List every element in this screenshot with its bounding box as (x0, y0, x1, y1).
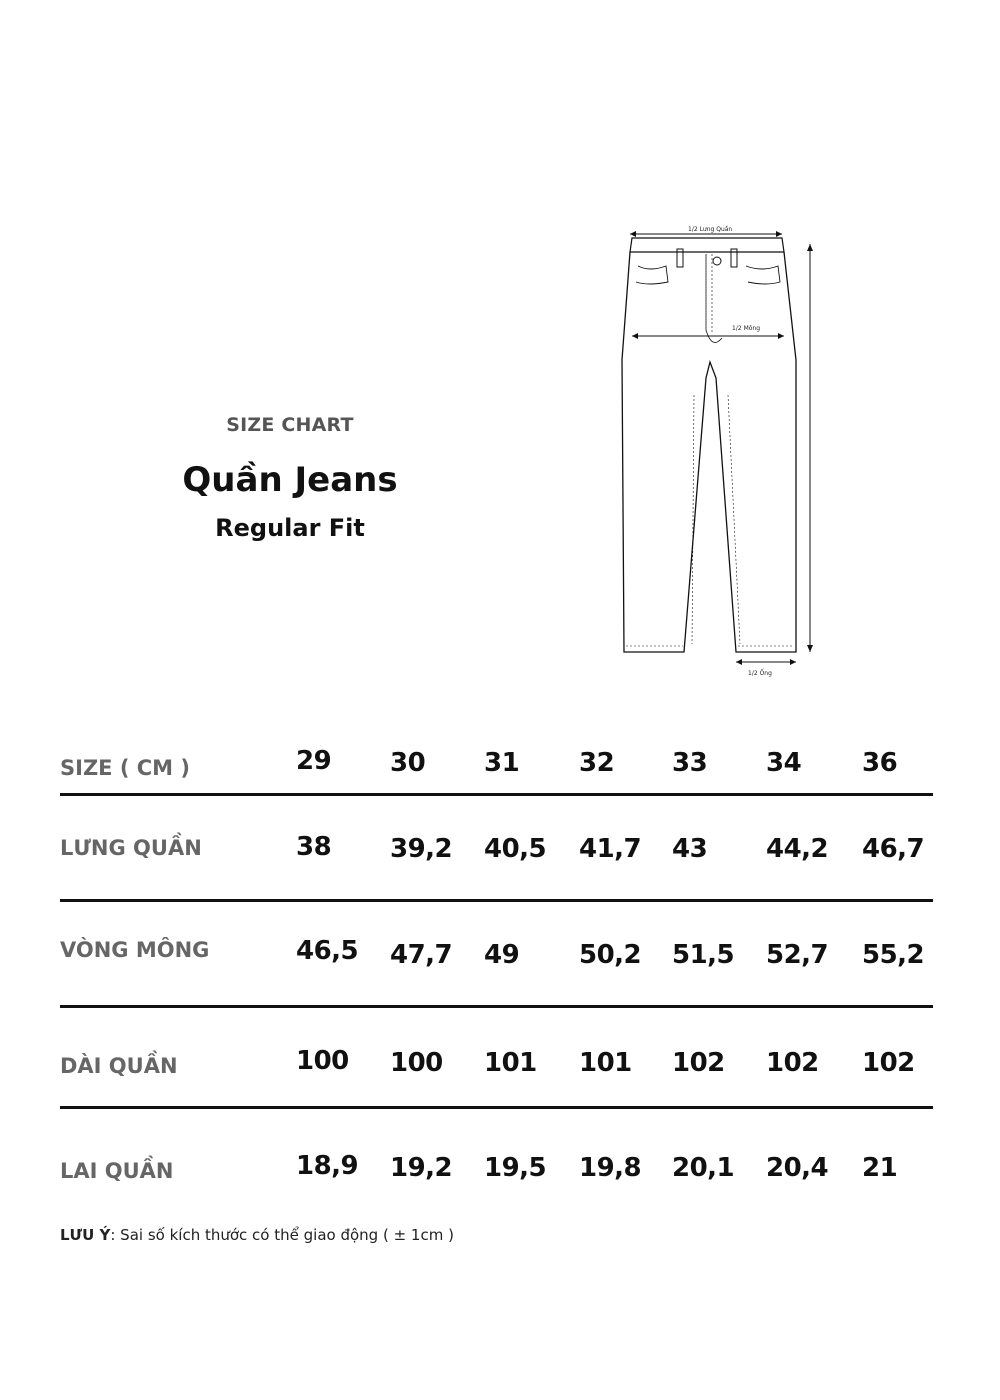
table-cell: 41,7 (579, 834, 642, 864)
size-chart-eyebrow: SIZE CHART (226, 414, 354, 436)
table-cell: 50,2 (579, 940, 642, 970)
table-cell: 18,9 (296, 1151, 359, 1181)
table-row (60, 902, 933, 1008)
row-label: VÒNG MÔNG (60, 938, 210, 962)
table-cell: 19,2 (390, 1153, 453, 1183)
table-cell: 100 (390, 1048, 443, 1078)
size-header-cell: 33 (672, 748, 708, 778)
table-cell: 19,8 (579, 1153, 642, 1183)
table-cell: 43 (672, 834, 708, 864)
waist-measure-label: 1/2 Lưng Quần (688, 226, 733, 233)
size-table (60, 740, 933, 1209)
table-header-row (60, 740, 933, 796)
table-row (60, 1109, 933, 1209)
table-cell: 101 (484, 1048, 537, 1078)
table-cell: 46,7 (862, 834, 925, 864)
table-cell: 102 (862, 1048, 915, 1078)
table-cell: 51,5 (672, 940, 735, 970)
table-cell: 19,5 (484, 1153, 547, 1183)
table-row (60, 796, 933, 902)
table-cell: 39,2 (390, 834, 453, 864)
page-title: Quần Jeans (182, 460, 398, 500)
table-cell: 38 (296, 832, 332, 862)
table-cell: 47,7 (390, 940, 453, 970)
table-cell: 21 (862, 1153, 898, 1183)
hip-measure-label: 1/2 Mông (732, 325, 761, 332)
table-cell: 49 (484, 940, 520, 970)
table-row (60, 1008, 933, 1109)
page-subtitle: Regular Fit (215, 514, 365, 542)
size-header-cell: 36 (862, 748, 898, 778)
tolerance-note (60, 1226, 454, 1244)
row-label: LƯNG QUẦN (60, 836, 202, 860)
size-header-cell: 34 (766, 748, 802, 778)
table-cell: 100 (296, 1046, 349, 1076)
size-header-cell: 29 (296, 746, 332, 776)
jeans-diagram-icon (600, 220, 840, 690)
table-cell: 20,4 (766, 1153, 829, 1183)
hem-measure-label: 1/2 Ống (748, 670, 772, 677)
row-label: LAI QUẦN (60, 1159, 174, 1183)
table-cell: 44,2 (766, 834, 829, 864)
table-cell: 102 (766, 1048, 819, 1078)
table-cell: 55,2 (862, 940, 925, 970)
table-cell: 52,7 (766, 940, 829, 970)
note-text: : Sai số kích thước có thể giao động ( ± 1cm ) (110, 1226, 454, 1244)
table-cell: 102 (672, 1048, 725, 1078)
table-cell: 20,1 (672, 1153, 735, 1183)
size-header-label: SIZE ( CM ) (60, 756, 190, 780)
size-header-cell: 31 (484, 748, 520, 778)
table-cell: 46,5 (296, 936, 359, 966)
row-label: DÀI QUẦN (60, 1054, 178, 1078)
note-label: LƯU Ý (60, 1226, 111, 1244)
table-cell: 101 (579, 1048, 632, 1078)
size-header-cell: 30 (390, 748, 426, 778)
size-header-cell: 32 (579, 748, 615, 778)
table-cell: 40,5 (484, 834, 547, 864)
